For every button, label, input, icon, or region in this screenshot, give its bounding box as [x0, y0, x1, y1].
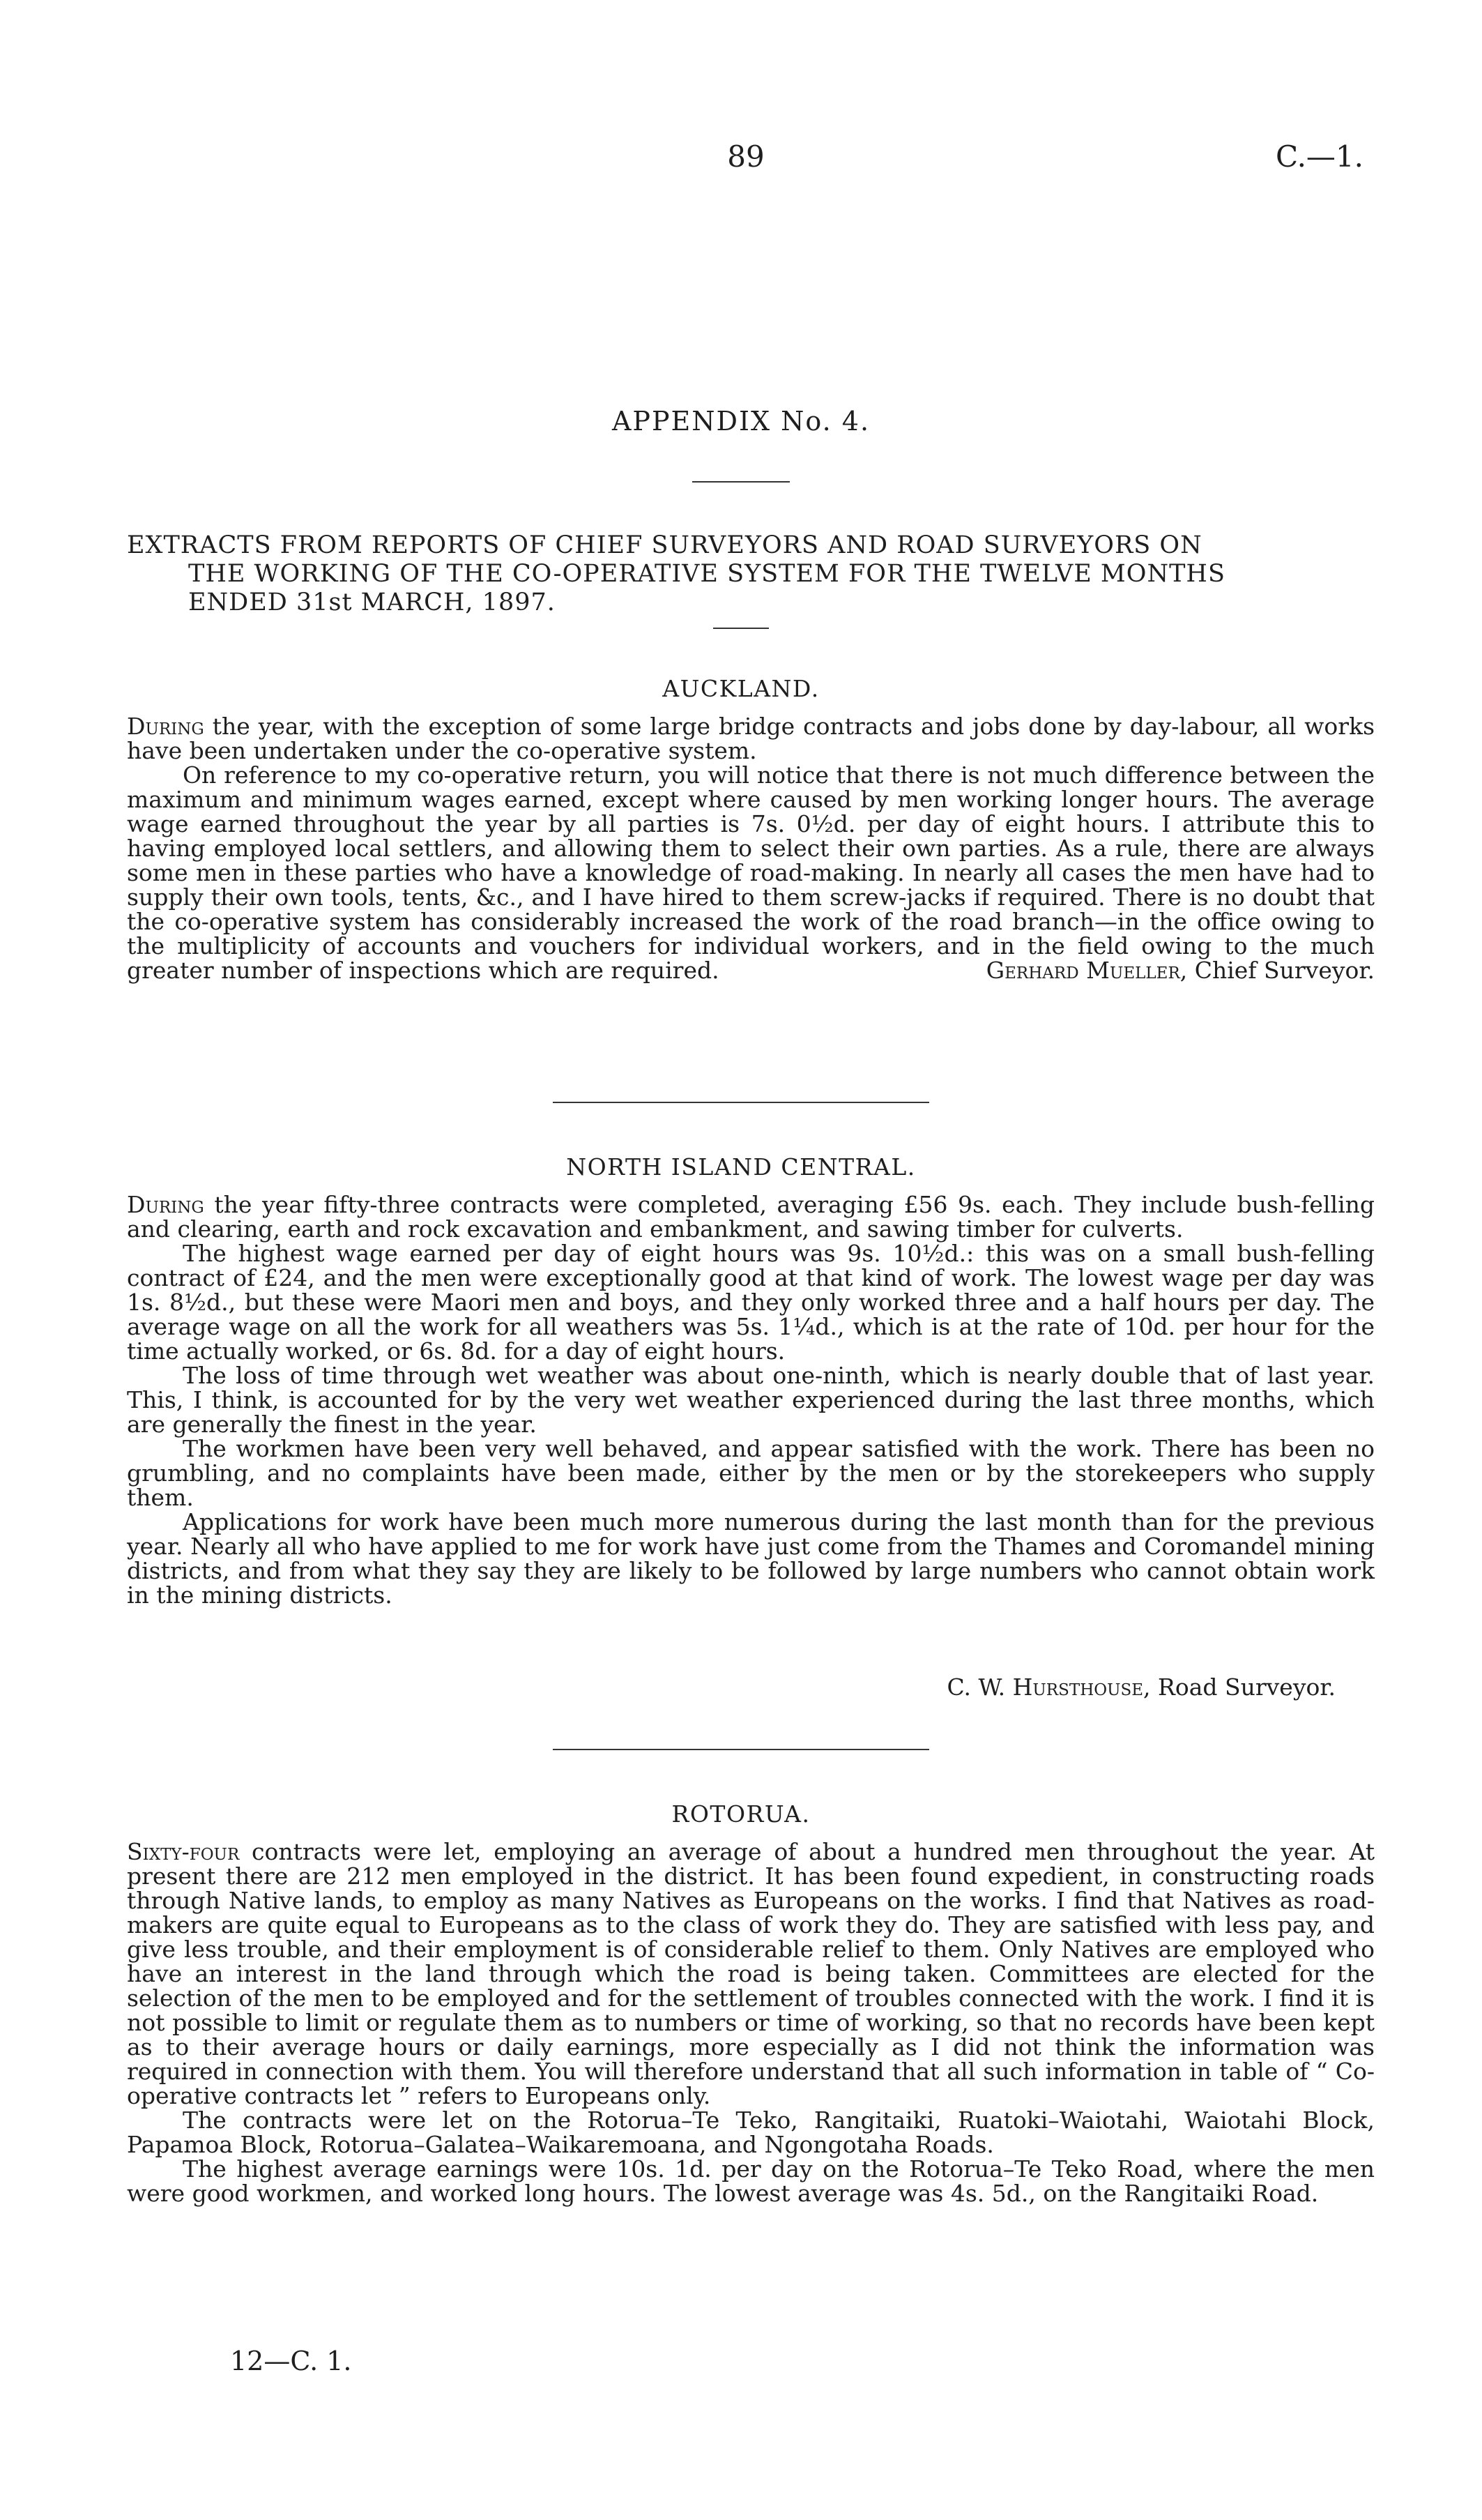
- paragraph: [127, 1510, 1375, 1607]
- section-heading-rotorua: ROTORUA.: [671, 1800, 811, 1828]
- paragraph-text: On reference to my co-operative return, you will notice that there is not much difference between the maximum and minimum wages earned, except where caused by men working longer hours. The average wage earned throughout the year by all parties is 7s. 0½d. per day of eight hours. I attribute this to having employed local settlers, and allowing them to select their own parties. As a rule, there are always some men in these parties who have a knowledge of road-making. In nearly all cases the men have had to supply their own tools, tents, &c., and I have hired to them screw-jacks if required. There is no doubt that the co-operative system has considerably increased the work of the road branch—in the office owing to the multiplicity of accounts and vouchers for individual workers, and in the field owing to the much greater number of inspections which are required.: [127, 761, 1375, 984]
- signature-title: , Chief Surveyor.: [1179, 957, 1375, 984]
- extracts-heading: [127, 531, 1375, 617]
- paragraph-text: The highest average earnings were 10s. 1d. per day on the Rotorua–Te Teko Road, where the men were good workmen, and worked long hours. The lowest average was 4s. 5d., on the Rangitaiki Road.: [127, 2155, 1375, 2207]
- paragraph-text: Applications for work have been much more numerous during the last month than for the previous year. Nearly all who have applied to me for work have just come from the Thames and Coromandel mining districts, and from what they say they are likely to be followed by large numbers who cannot obtain work in the mining districts.: [127, 1508, 1375, 1609]
- signature-name: C. W. Hursthouse: [947, 1673, 1144, 1701]
- paragraph: [127, 1241, 1375, 1363]
- signature-name: Gerhard Mueller: [986, 957, 1180, 984]
- extracts-line-3: ENDED 31st MARCH, 1897.: [188, 589, 556, 616]
- extracts-line-2: THE WORKING OF THE CO-OPERATIVE SYSTEM FOR THE TWELVE MONTHS: [188, 560, 1225, 588]
- section-body-auckland: [127, 714, 1375, 982]
- paragraph-text: the year, with the exception of some large bridge contracts and jobs done by day-labour, all works have been undertaken under the co-operative system.: [127, 713, 1375, 764]
- paragraph-text: contracts were let, employing an average of about a hundred men throughout the year. At present there are 212 men employed in the district. It has been found expedient, in constructing roads through Native lands, to employ as many Natives as Europeans on the works. I find that Natives as road-makers are quite equal to Europeans as to the class of work they do. They are satisfied with less pay, and give less trouble, and their employment is of considerable relief to them. Only Natives are employed who have an interest in the land through which the road is being taken. Committees are elected for the selection of the men to be employed and for the settlement of troubles connected with the work. I find it is not possible to limit or regulate them as to numbers or time of working, so that no records have been kept as to their average hours or daily earnings, more especially as I did not think the information was required in connection with them. You will therefore understand that all such information in table of “ Co-operative contracts let ” refers to Europeans only.: [127, 1838, 1375, 2109]
- paragraph: [127, 1192, 1375, 1241]
- paragraph-text: The loss of time through wet weather was about one-ninth, which is nearly double that of last year. This, I think, is accounted for by the very wet weather experienced during the last three months, which are generally the finest in the year.: [127, 1362, 1375, 1438]
- signature-title: , Road Surveyor.: [1143, 1673, 1336, 1701]
- extracts-line-1: EXTRACTS FROM REPORTS OF CHIEF SURVEYORS AND ROAD SURVEYORS ON: [127, 531, 1202, 559]
- signature: [947, 1673, 1336, 1701]
- paragraph: [127, 763, 1375, 982]
- paragraph-text: The contracts were let on the Rotorua–Te Teko, Rangitaiki, Ruatoki–Waiotahi, Waiotahi Block, Papamoa Block, Rotorua–Galatea–Waikaremoana, and Ngongotaha Roads.: [127, 2107, 1375, 2158]
- lead-word: During: [127, 1191, 204, 1218]
- paragraph: [127, 1363, 1375, 1436]
- section-heading-north-island-central: NORTH ISLAND CENTRAL.: [566, 1153, 916, 1181]
- paragraph-text: The workmen have been very well behaved, and appear satisfied with the work. There has been no grumbling, and no complaints have been made, either by the men or by the storekeepers who supply them.: [127, 1435, 1375, 1511]
- paragraph: [127, 714, 1375, 763]
- paragraph: [127, 2157, 1375, 2206]
- page-number: 89: [727, 139, 765, 174]
- paragraph-text: the year fifty-three contracts were completed, averaging £56 9s. each. They include bush-felling and clearing, earth and rock excavation and embankment, and sawing timber for culverts.: [127, 1191, 1375, 1243]
- lead-word: During: [127, 713, 204, 740]
- section-divider: [553, 1102, 929, 1103]
- document-reference: C.—1.: [1275, 139, 1363, 174]
- paragraph: [127, 1839, 1375, 2108]
- section-divider: [553, 1749, 929, 1750]
- section-body-north-island-central: [127, 1192, 1375, 1607]
- section-body-rotorua: [127, 1839, 1375, 2206]
- paragraph-text: The highest wage earned per day of eight hours was 9s. 10½d.: this was on a small bush-felling contract of £24, and the men were exceptionally good at that kind of work. The lowest wage per day was 1s. 8½d., but these were Maori men and boys, and they only worked three and a half hours per day. The average wage on all the work for all weathers was 5s. 1¼d., which is at the rate of 10d. per hour for the time actually worked, or 6s. 8d. for a day of eight hours.: [127, 1240, 1375, 1365]
- signature: [931, 958, 1375, 982]
- paragraph: [127, 1436, 1375, 1510]
- extracts-rule: [713, 628, 769, 629]
- section-heading-auckland: AUCKLAND.: [662, 675, 820, 702]
- lead-word: Sixty-four: [127, 1838, 240, 1865]
- paragraph: [127, 2108, 1375, 2157]
- signature-mark: 12—C. 1.: [230, 2346, 352, 2376]
- appendix-title: APPENDIX No. 4.: [611, 406, 871, 437]
- title-rule: [692, 481, 790, 483]
